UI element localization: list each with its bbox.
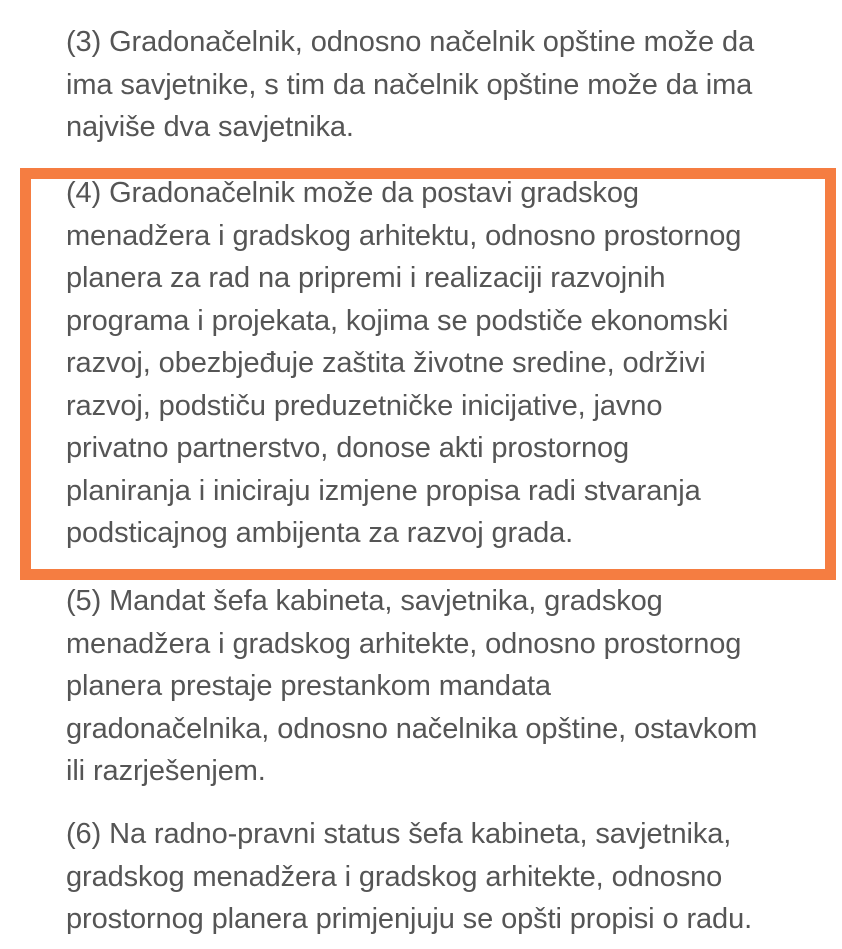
text-line: privatno partnerstvo, donose akti prostornog <box>66 432 630 464</box>
text-line: ima savjetnike, s tim da načelnik opštine može da ima <box>66 68 753 101</box>
text-line: (4) Gradonačelnik može da postavi gradskog <box>66 177 639 209</box>
text-line: razvoj, podstiču preduzetničke inicijative, javno <box>66 389 663 422</box>
text-line: menadžera i gradskog arhitektu, odnosno prostornog <box>66 219 742 252</box>
text-line: (6) Na radno-pravni status šefa kabineta, savjetnika, <box>66 818 732 850</box>
text-line: ili razrješenjem. <box>66 755 266 787</box>
text-line: planera za rad na pripremi i realizaciji razvojnih <box>66 262 666 294</box>
text-line: podsticajnog ambijenta za razvoj grada. <box>66 517 574 549</box>
text-line: (3) Gradonačelnik, odnosno načelnik opštine može da <box>66 26 755 58</box>
paragraph-3 <box>66 21 796 149</box>
text-line: programa i projekata, kojima se podstiče ekonomski <box>66 304 729 337</box>
text-line: gradskog menadžera i gradskog arhitekte, odnosno <box>66 860 723 893</box>
text-line: prostornog planera primjenjuju se opšti propisi o radu. <box>66 903 753 935</box>
paragraph-6 <box>66 813 796 941</box>
text-line: gradonačelnika, odnosno načelnika opštine, ostavkom <box>66 712 758 745</box>
text-line: najviše dva savjetnika. <box>66 111 354 143</box>
text-line: menadžera i gradskog arhitekte, odnosno prostornog <box>66 627 742 660</box>
text-line: planiranja i iniciraju izmjene propisa radi stvaranja <box>66 474 701 507</box>
text-line: planera prestaje prestankom mandata <box>66 670 551 702</box>
paragraph-5 <box>66 580 796 793</box>
text-line: razvoj, obezbjeđuje zaštita životne sredine, održivi <box>66 347 706 379</box>
paragraph-4-highlighted <box>66 172 796 555</box>
text-line: (5) Mandat šefa kabineta, savjetnika, gradskog <box>66 585 663 617</box>
